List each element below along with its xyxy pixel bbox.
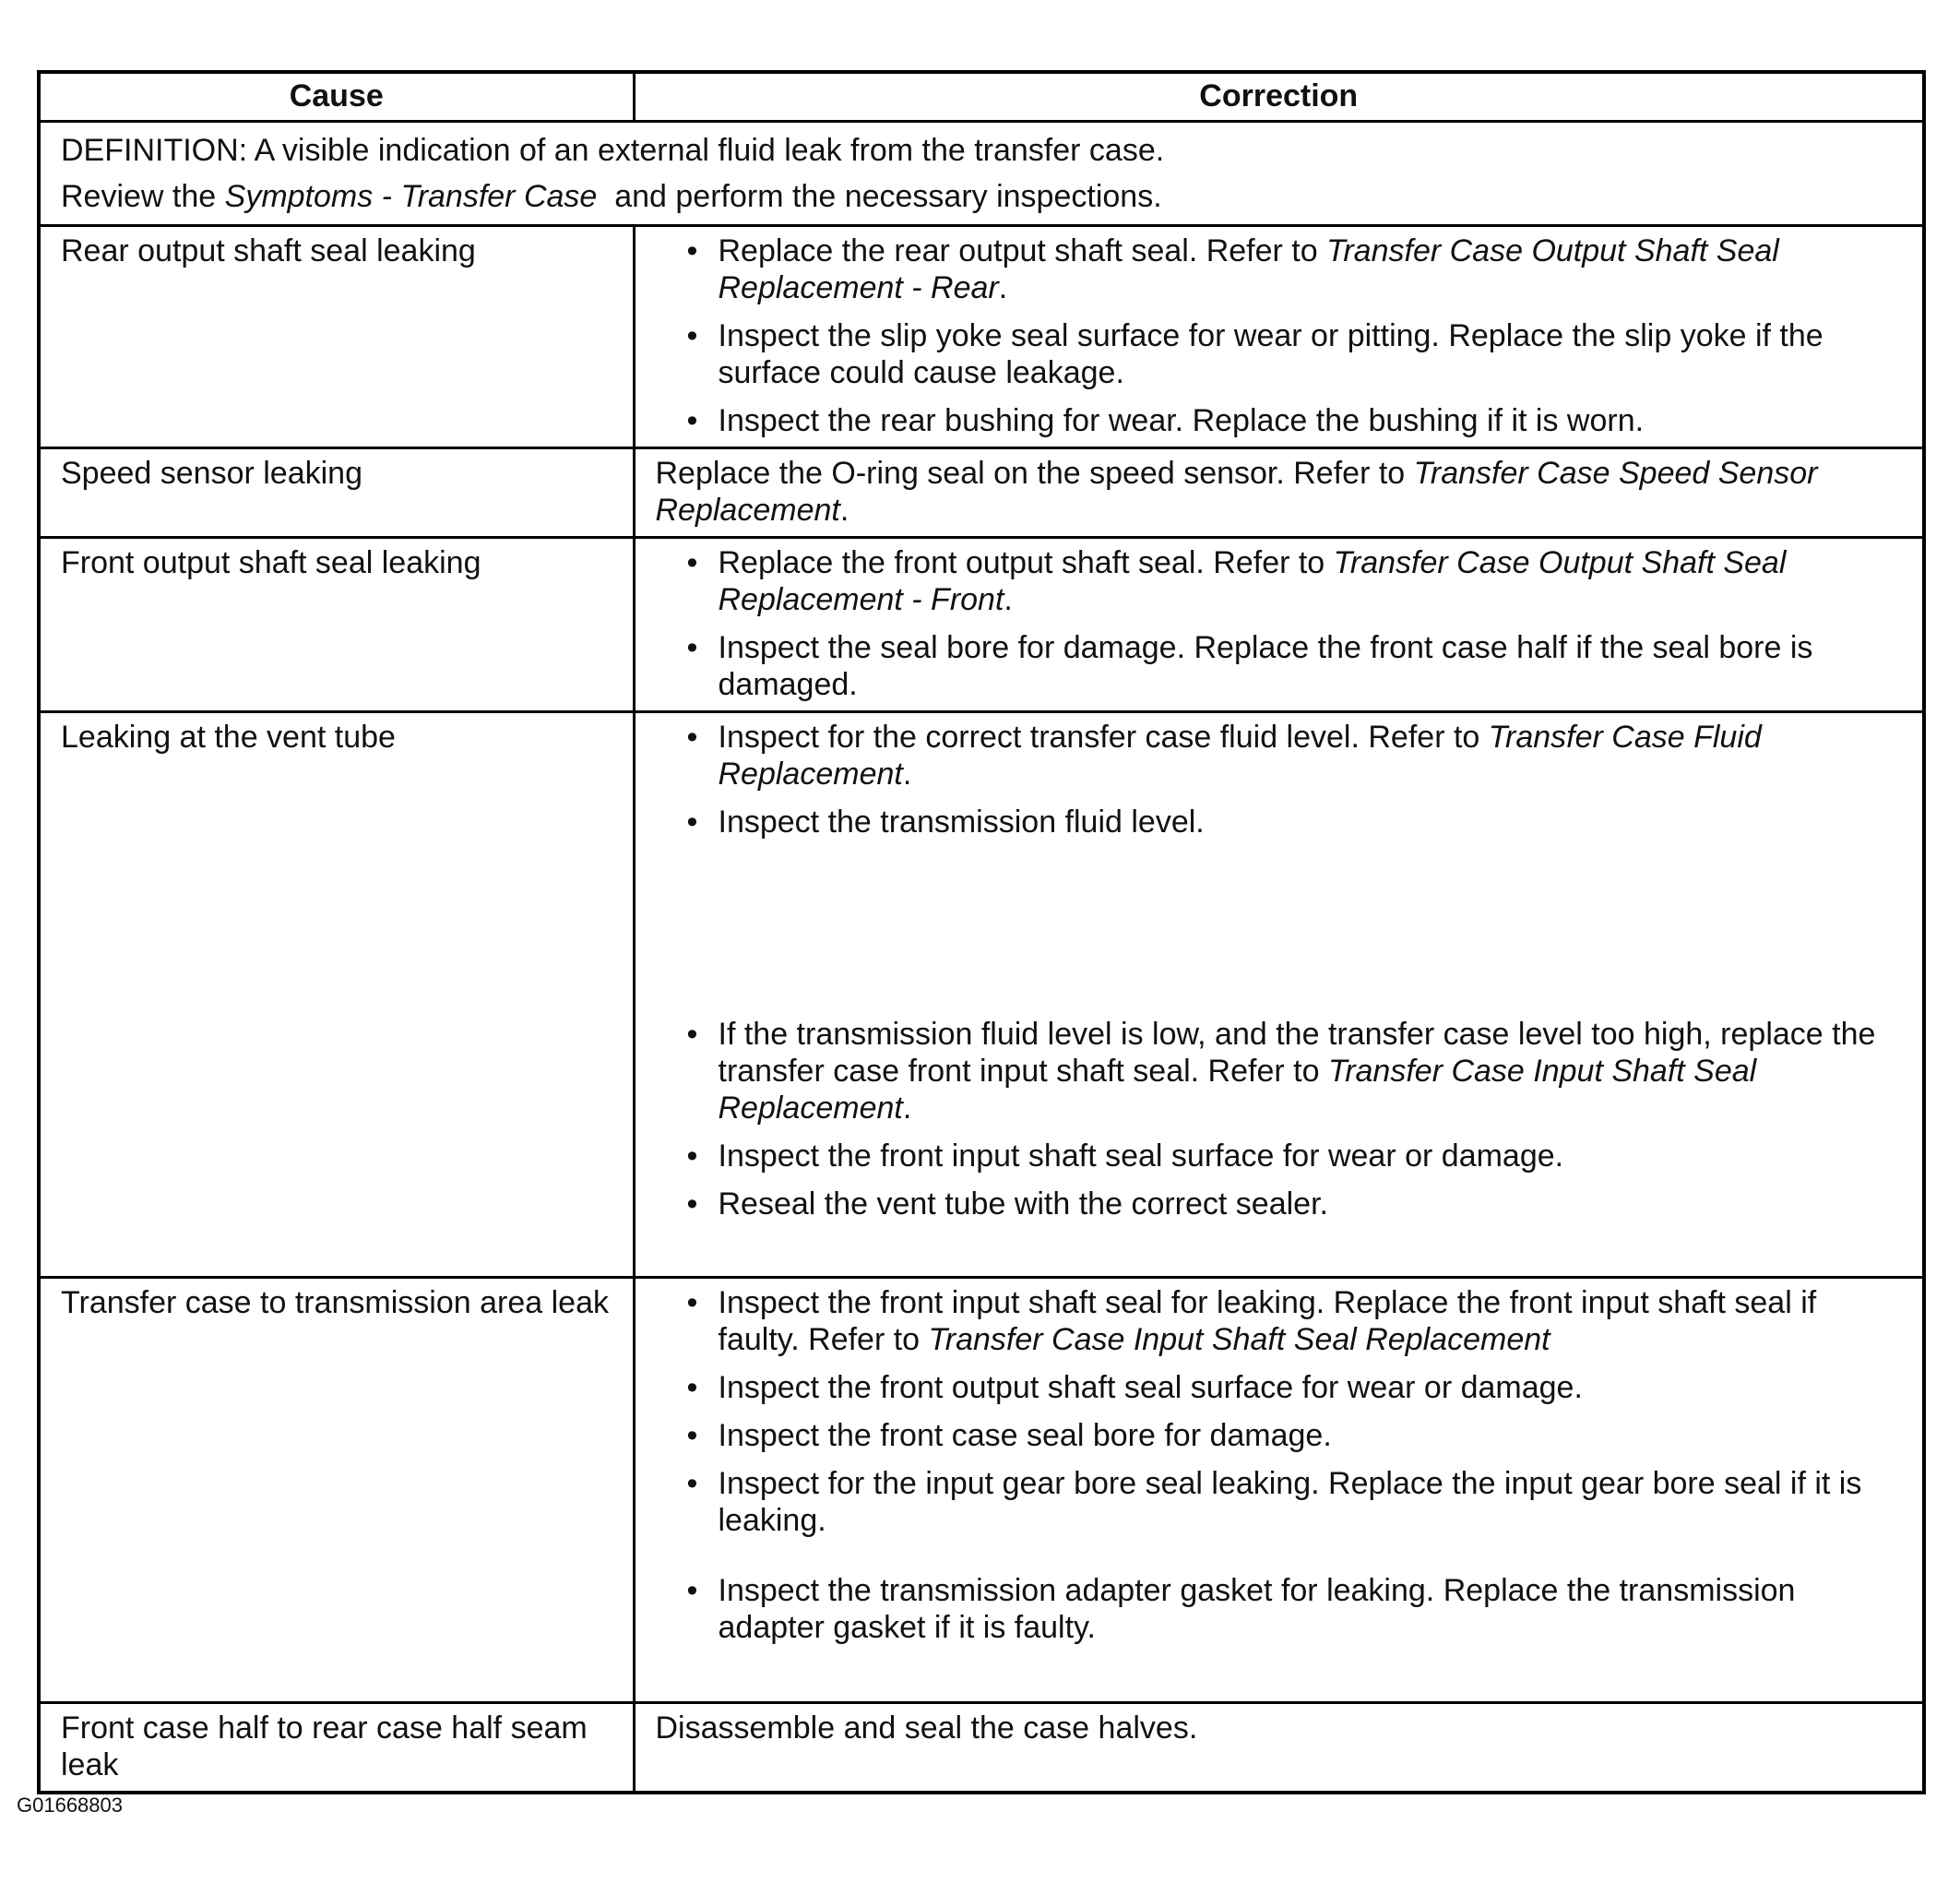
list-item: [682, 1417, 1903, 1454]
correction-cell: [634, 226, 1924, 448]
list-item: [682, 402, 1903, 439]
bullet-text: Inspect the front input shaft seal surface for wear or damage.: [718, 1138, 1564, 1174]
definition-text: DEFINITION: A visible indication of an external fluid leak from the transfer case.: [61, 133, 1165, 168]
review-instruction: [61, 178, 1902, 215]
bullet-text: Replace the rear output shaft seal. Refer to: [718, 233, 1327, 268]
correction-text: Disassemble and seal the case halves.: [655, 1710, 1198, 1746]
correction-cell: [634, 448, 1924, 538]
bullet-text: Inspect the transmission fluid level.: [718, 804, 1205, 840]
bullet-tail: .: [902, 1090, 912, 1126]
bullet-tail: .: [998, 270, 1008, 305]
table-row: [39, 538, 1924, 712]
cause-cell: Speed sensor leaking: [39, 448, 634, 538]
list-item: [682, 544, 1903, 618]
bullet-text: Inspect the transmission adapter gasket for leaking. Replace the transmission adapter gasket if it is faulty.: [718, 1573, 1796, 1645]
bullet-text: Inspect the seal bore for damage. Replace the front case half if the seal bore is damaged.: [718, 630, 1813, 702]
definition-row: [39, 122, 1924, 226]
list-item: [682, 1369, 1903, 1406]
blank-space: [656, 840, 1903, 1016]
correction-cell: [634, 712, 1924, 1278]
cause-cell: Front case half to rear case half seam leak: [39, 1703, 634, 1794]
correction-list: [656, 544, 1903, 703]
table-row: [39, 226, 1924, 448]
definition-cell: [39, 122, 1924, 226]
list-item: [682, 719, 1903, 793]
reference-text: Transfer Case Input Shaft Seal Replacement: [718, 1054, 1757, 1126]
bullet-text: Inspect for the correct transfer case fluid level. Refer to: [718, 720, 1489, 755]
correction-list: [656, 1572, 1903, 1646]
review-pre: Review the: [61, 179, 225, 214]
reference-text: Transfer Case Input Shaft Seal Replacement: [928, 1322, 1550, 1357]
bullet-text: Inspect the front case seal bore for damage.: [718, 1418, 1332, 1453]
blank-space: [656, 1539, 1903, 1572]
list-item: [682, 1138, 1903, 1174]
review-post: and perform the necessary inspections.: [597, 179, 1162, 214]
cause-cell: Rear output shaft seal leaking: [39, 226, 634, 448]
header-correction: Correction: [634, 72, 1924, 122]
correction-cell: [634, 1703, 1924, 1794]
correction-list: [656, 232, 1903, 439]
cause-cell: Front output shaft seal leaking: [39, 538, 634, 712]
table-row: [39, 1703, 1924, 1794]
table-row: [39, 448, 1924, 538]
correction-cell: [634, 538, 1924, 712]
correction-list: [656, 719, 1903, 840]
cause-cell: Transfer case to transmission area leak: [39, 1278, 634, 1703]
bullet-text: Inspect the slip yoke seal surface for wear or pitting. Replace the slip yoke if the surface could cause leakage.: [718, 318, 1823, 390]
reference-text: Transfer Case Speed Sensor Replacement: [655, 456, 1818, 528]
reference-text: Transfer Case Output Shaft Seal Replacement - Rear: [718, 233, 1779, 305]
bullet-text: Reseal the vent tube with the correct sealer.: [718, 1186, 1328, 1222]
reference-text: Transfer Case Output Shaft Seal Replacement - Front: [718, 545, 1787, 617]
figure-code: G01668803: [17, 1794, 123, 1817]
bullet-text: Inspect for the input gear bore seal leaking. Replace the input gear bore seal if it is leaking.: [718, 1466, 1862, 1538]
table-row: [39, 712, 1924, 1278]
list-item: [682, 1572, 1903, 1646]
list-item: [682, 1284, 1903, 1358]
diagnostic-table: [37, 70, 1926, 1794]
correction-list: [656, 1284, 1903, 1539]
list-item: [682, 317, 1903, 391]
list-item: [682, 1186, 1903, 1222]
correction-text: Replace the O-ring seal on the speed sensor. Refer to: [655, 456, 1414, 491]
bullet-text: Inspect the rear bushing for wear. Replace the bushing if it is worn.: [718, 403, 1645, 438]
cause-cell: Leaking at the vent tube: [39, 712, 634, 1278]
table-row: [39, 1278, 1924, 1703]
bullet-text: If the transmission fluid level is low, and the transfer case level too high, replace the transfer case front input shaft seal. Refer to: [718, 1017, 1876, 1089]
bullet-tail: .: [902, 757, 912, 792]
bullet-text: Inspect the front output shaft seal surface for wear or damage.: [718, 1370, 1583, 1405]
table-header-row: [39, 72, 1924, 122]
correction-list: [656, 1016, 1903, 1222]
correction-tail: .: [839, 493, 849, 528]
reference-text: Transfer Case Fluid Replacement: [718, 720, 1762, 792]
header-cause: Cause: [39, 72, 634, 122]
list-item: [682, 1016, 1903, 1126]
list-item: [682, 232, 1903, 306]
list-item: [682, 1465, 1903, 1539]
correction-cell: [634, 1278, 1924, 1703]
bullet-text: Replace the front output shaft seal. Refer to: [718, 545, 1334, 580]
review-reference: Symptoms - Transfer Case: [224, 179, 598, 214]
bullet-tail: .: [1004, 582, 1013, 617]
diagnostic-table-container: [37, 70, 1922, 1794]
list-item: [682, 804, 1903, 840]
bullet-text: Inspect the front input shaft seal for leaking. Replace the front input shaft seal if faulty. Refer to: [718, 1285, 1817, 1357]
list-item: [682, 629, 1903, 703]
